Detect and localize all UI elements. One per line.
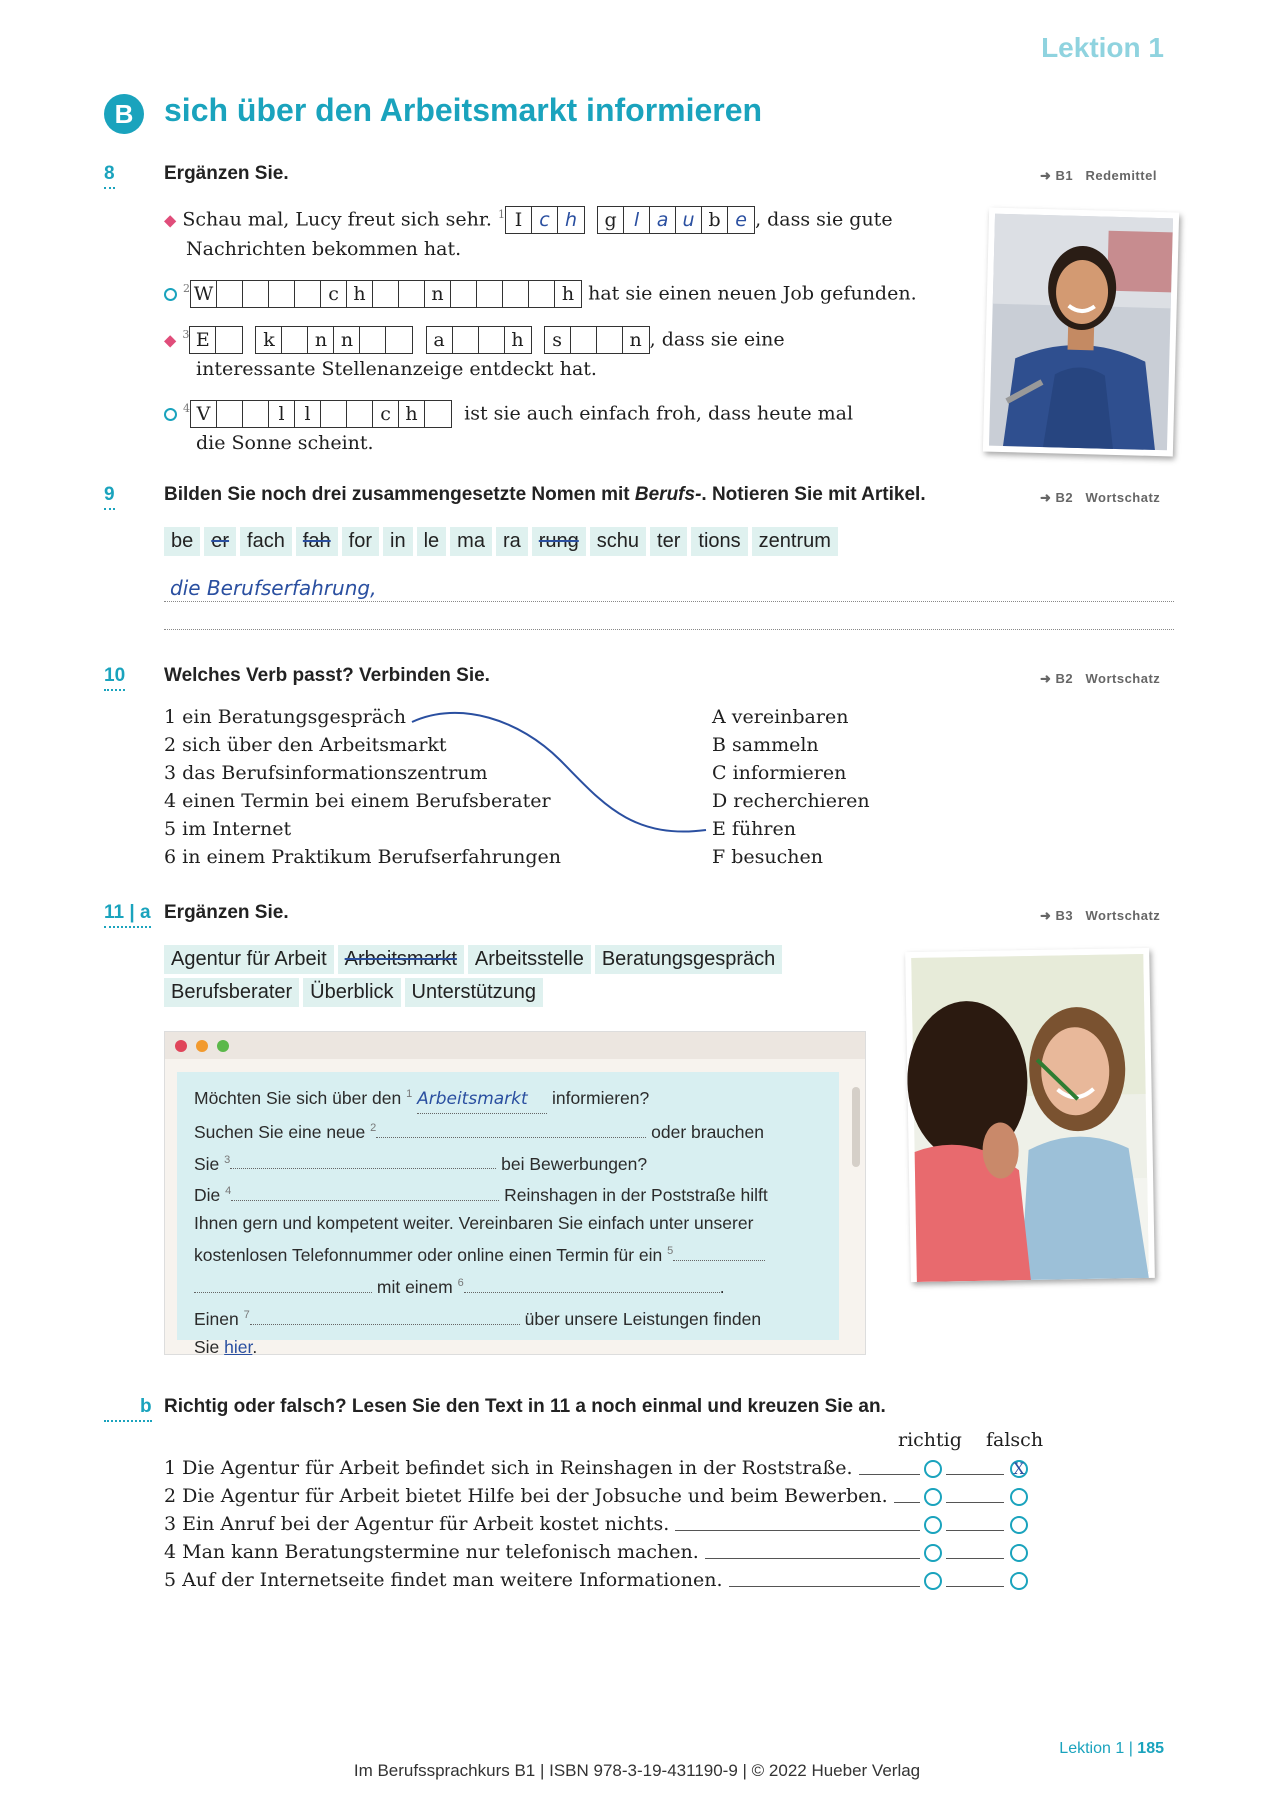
website-text: Möchten Sie sich über den $^1$ Arbeitsmarkt informieren? Suchen Sie eine neue $^2$ oder brauchen Sie $^3$ bei Bewerbungen? Die $^4$ Reinshagen in der Poststraße hilft Ihnen gern und kompetent weiter. Vereinbaren Sie einfach unter unserer kostenlosen Telefonnummer oder online einen Termin für ein $^5$ mit einem $^6$ . Einen $^7$ über unsere Leistungen finden Sie hier.	[194, 1080, 824, 1361]
falsch-radio[interactable]	[1010, 1488, 1028, 1506]
exercise-9-number: 9	[104, 484, 115, 510]
letter-box[interactable]: E	[190, 327, 216, 353]
letter-box[interactable]	[217, 401, 243, 427]
ex8-line-1-cont: Nachrichten bekommen hat.	[186, 238, 462, 260]
letter-box[interactable]: c	[532, 207, 558, 233]
match-item-left[interactable]: 6 in einem Praktikum Berufserfahrungen	[164, 846, 561, 868]
letter-box[interactable]	[479, 327, 505, 353]
letter-box[interactable]	[529, 281, 555, 307]
syllable-tile: schu	[590, 527, 646, 556]
letter-box[interactable]: n	[308, 327, 334, 353]
syllable-tile: be	[164, 527, 200, 556]
ex8-line-4: $^4$ V l l c h ist sie auch einfach froh, dass heute mal	[164, 392, 853, 430]
browser-titlebar	[165, 1032, 865, 1059]
letter-box[interactable]: a	[650, 207, 676, 233]
syllable-tile: in	[383, 527, 413, 556]
mechanic-photo	[983, 208, 1179, 457]
letter-box[interactable]	[243, 281, 269, 307]
leader-line	[705, 1538, 920, 1559]
letter-boxes-4[interactable]	[190, 400, 452, 428]
ex9-answer: die Berufserfahrung,	[170, 576, 377, 600]
letter-box[interactable]: l	[295, 401, 321, 427]
letter-box[interactable]: c	[321, 281, 347, 307]
exercise-8-title: Ergänzen Sie.	[164, 163, 289, 184]
letter-box[interactable]: g	[598, 207, 624, 233]
leader-line	[859, 1454, 920, 1475]
ex8-line-1: ◆ Schau mal, Lucy freut sich sehr. $^1$ I c h g l a u b e , dass sie gute	[164, 198, 964, 237]
exercise-10-ref: ➜ B2 Wortschatz	[1040, 671, 1161, 686]
exercise-11b-number: b	[104, 1396, 152, 1422]
match-item-right[interactable]: E führen	[712, 818, 796, 840]
letter-box[interactable]: l	[624, 207, 650, 233]
syllable-tile: tions	[691, 527, 747, 556]
syllable-tile: ra	[496, 527, 528, 556]
ex8-line-4-cont: die Sonne scheint.	[196, 432, 374, 454]
match-connection-line	[400, 700, 720, 850]
letter-box[interactable]: c	[373, 401, 399, 427]
match-item-right[interactable]: D recherchieren	[712, 790, 870, 812]
blank-7[interactable]	[250, 1324, 520, 1325]
true-false-list	[164, 1454, 1044, 1594]
richtig-radio[interactable]	[924, 1460, 942, 1478]
letter-box[interactable]: n	[629, 329, 642, 352]
column-falsch: falsch	[986, 1429, 1044, 1451]
exercise-8-number: 8	[104, 163, 115, 189]
word-tile: Berufsberater	[164, 978, 299, 1007]
letter-box[interactable]	[269, 281, 295, 307]
blank-5[interactable]	[673, 1260, 765, 1261]
leader-line	[946, 1538, 1004, 1559]
circle-bullet-icon	[164, 288, 177, 301]
statement-text: 5 Auf der Internetseite findet man weitere Informationen.	[164, 1569, 723, 1591]
letter-boxes-3c[interactable]	[426, 326, 532, 354]
letter-box[interactable]: e	[735, 209, 747, 232]
answer-line-1[interactable]	[164, 600, 1174, 602]
match-item-right[interactable]: A vereinbaren	[712, 706, 849, 728]
letter-box[interactable]: V	[191, 401, 217, 427]
letter-box[interactable]: s	[545, 327, 571, 353]
match-item-right[interactable]: B sammeln	[712, 734, 819, 756]
footer-imprint: Im Berufssprachkurs B1 | ISBN 978-3-19-431190-9 | © 2022 Hueber Verlag	[353, 1761, 921, 1780]
word-tile: Arbeitsstelle	[468, 945, 591, 974]
letter-boxes-2[interactable]	[190, 280, 582, 308]
blank-4[interactable]	[231, 1200, 499, 1201]
exercise-11a-title: Ergänzen Sie.	[164, 902, 289, 923]
letter-box[interactable]	[217, 281, 243, 307]
letter-box[interactable]	[216, 327, 242, 353]
letter-box[interactable]	[295, 281, 321, 307]
true-false-item	[164, 1510, 1044, 1538]
counselling-photo	[905, 948, 1155, 1282]
leader-line	[729, 1566, 920, 1587]
letter-box[interactable]	[360, 327, 386, 353]
letter-boxes-3a[interactable]	[189, 326, 243, 354]
match-item-right[interactable]: C informieren	[712, 762, 847, 784]
syllable-tile: zentrum	[752, 527, 838, 556]
minimize-dot-icon	[196, 1040, 208, 1052]
blank-5-cont[interactable]	[194, 1292, 372, 1293]
word-tile: Arbeitsmarkt	[338, 945, 464, 974]
letter-box[interactable]: h	[399, 401, 425, 427]
syllable-tile: ter	[650, 527, 687, 556]
syllable-tile: ma	[450, 527, 492, 556]
exercise-10-number: 10	[104, 665, 125, 691]
richtig-radio[interactable]	[924, 1516, 942, 1534]
leader-line	[675, 1510, 920, 1531]
match-item-right[interactable]: F besuchen	[712, 846, 823, 868]
close-dot-icon	[175, 1040, 187, 1052]
letter-box[interactable]: k	[256, 327, 282, 353]
maximize-dot-icon	[217, 1040, 229, 1052]
letter-box[interactable]: h	[561, 283, 575, 306]
ex8-line-3: ◆ $^3$ E k n n a h s n , dass sie eine	[164, 318, 785, 357]
website-panel	[177, 1072, 839, 1357]
letter-box[interactable]: n	[334, 327, 360, 353]
syllable-tile: fach	[240, 527, 292, 556]
letter-box[interactable]	[373, 281, 399, 307]
match-right-list	[712, 703, 870, 871]
diamond-icon: ◆	[164, 330, 177, 350]
letter-box[interactable]	[399, 281, 425, 307]
letter-boxes-1b[interactable]	[597, 206, 755, 234]
syllable-tile: er	[204, 527, 236, 556]
true-false-item	[164, 1566, 1044, 1594]
leader-line	[946, 1510, 1004, 1531]
exercise-11a-number: 11 | a	[104, 902, 151, 928]
blank-2[interactable]	[376, 1137, 646, 1138]
word-tiles-row-2	[164, 978, 547, 1007]
scrollbar[interactable]	[852, 1087, 860, 1167]
ex8-line-3-cont: interessante Stellenanzeige entdeckt hat.	[196, 358, 597, 380]
mechanic-illustration	[983, 208, 1179, 457]
word-tile: Beratungsgespräch	[595, 945, 782, 974]
letter-box[interactable]: h	[347, 281, 373, 307]
falsch-radio[interactable]: X	[1010, 1460, 1028, 1478]
letter-box[interactable]	[571, 327, 597, 353]
true-false-item	[164, 1454, 1044, 1482]
exercise-9-title: Bilden Sie noch drei zusammengesetzte Nomen mit Berufs-. Notieren Sie mit Artikel.	[164, 484, 926, 505]
statement-text: 4 Man kann Beratungstermine nur telefonisch machen.	[164, 1541, 699, 1563]
letter-box[interactable]	[503, 281, 529, 307]
exercise-9-ref: ➜ B2 Wortschatz	[1040, 490, 1161, 505]
syllable-tile: for	[342, 527, 379, 556]
letter-box[interactable]	[425, 401, 451, 427]
exercise-10-title: Welches Verb passt? Verbinden Sie.	[164, 665, 490, 686]
word-tiles-row-1	[164, 945, 786, 974]
letter-box[interactable]	[321, 401, 347, 427]
match-item-left[interactable]: 1 ein Beratungsgespräch	[164, 706, 406, 728]
match-item-left[interactable]: 5 im Internet	[164, 818, 292, 840]
statement-text: 3 Ein Anruf bei der Agentur für Arbeit kostet nichts.	[164, 1513, 670, 1535]
letter-box[interactable]: u	[676, 207, 702, 233]
letter-boxes-3b[interactable]	[255, 326, 413, 354]
falsch-radio[interactable]	[1010, 1544, 1028, 1562]
ex8-line-2: $^2$ W c h n h hat sie einen neuen Job gefunden.	[164, 272, 917, 310]
column-richtig: richtig	[898, 1429, 962, 1451]
blank-3[interactable]	[230, 1168, 496, 1169]
letter-boxes-3d[interactable]	[544, 326, 650, 354]
letter-box[interactable]	[597, 327, 623, 353]
statement-text: 1 Die Agentur für Arbeit befindet sich in Reinshagen in der Roststraße.	[164, 1457, 853, 1479]
section-title: sich über den Arbeitsmarkt informieren	[164, 92, 763, 128]
match-item-left[interactable]: 3 das Berufsinformationszentrum	[164, 762, 488, 784]
leader-line	[946, 1454, 1004, 1475]
letter-box[interactable]	[347, 401, 373, 427]
letter-box[interactable]	[477, 281, 503, 307]
syllable-tile: fah	[296, 527, 338, 556]
blank-6[interactable]	[464, 1292, 720, 1293]
syllable-tile: le	[417, 527, 447, 556]
section-badge: B	[104, 94, 144, 134]
letter-box[interactable]	[453, 327, 479, 353]
word-tile: Agentur für Arbeit	[164, 945, 334, 974]
syllable-tiles	[164, 527, 842, 556]
exercise-11b-title: Richtig oder falsch? Lesen Sie den Text in 11 a noch einmal und kreuzen Sie an.	[164, 1396, 886, 1417]
richtig-radio[interactable]	[924, 1572, 942, 1590]
leader-line	[946, 1566, 1004, 1587]
letter-box[interactable]	[243, 401, 269, 427]
letter-box[interactable]	[282, 327, 308, 353]
circle-bullet-icon	[164, 408, 177, 421]
match-item-left[interactable]: 4 einen Termin bei einem Berufsberater	[164, 790, 551, 812]
richtig-radio[interactable]	[924, 1544, 942, 1562]
word-tile: Überblick	[303, 978, 400, 1007]
word-tile: Unterstützung	[405, 978, 544, 1007]
exercise-8-ref: ➜ B1 Redemittel	[1040, 168, 1157, 183]
letter-box[interactable]	[451, 281, 477, 307]
leader-line	[894, 1482, 920, 1503]
letter-box[interactable]: I	[506, 207, 532, 233]
letter-box[interactable]: l	[269, 401, 295, 427]
falsch-radio[interactable]	[1010, 1516, 1028, 1534]
true-false-item	[164, 1538, 1044, 1566]
letter-box[interactable]	[386, 327, 412, 353]
letter-box[interactable]: h	[511, 329, 524, 352]
letter-box[interactable]: W	[191, 281, 217, 307]
syllable-tile: rung	[532, 527, 586, 556]
lektion-header: Lektion 1	[1041, 32, 1164, 63]
leader-line	[946, 1482, 1004, 1503]
browser-window	[164, 1031, 866, 1355]
footer-page: Lektion 1 | 185	[1059, 1740, 1164, 1757]
answer-line-2[interactable]	[164, 628, 1174, 630]
hier-link[interactable]: hier	[224, 1336, 253, 1357]
falsch-radio[interactable]	[1010, 1572, 1028, 1590]
blank-1[interactable]: Arbeitsmarkt	[417, 1085, 547, 1114]
letter-box[interactable]: b	[702, 207, 728, 233]
letter-boxes-1a[interactable]	[505, 206, 585, 234]
letter-box[interactable]: a	[427, 327, 453, 353]
counselling-illustration	[905, 948, 1155, 1282]
match-item-left[interactable]: 2 sich über den Arbeitsmarkt	[164, 734, 447, 756]
exercise-11a-ref: ➜ B3 Wortschatz	[1040, 908, 1161, 923]
diamond-icon: ◆	[164, 210, 177, 230]
statement-text: 2 Die Agentur für Arbeit bietet Hilfe bei der Jobsuche und beim Bewerben.	[164, 1485, 888, 1507]
letter-box[interactable]: h	[564, 209, 577, 232]
true-false-item	[164, 1482, 1044, 1510]
richtig-radio[interactable]	[924, 1488, 942, 1506]
letter-box[interactable]: n	[425, 281, 451, 307]
